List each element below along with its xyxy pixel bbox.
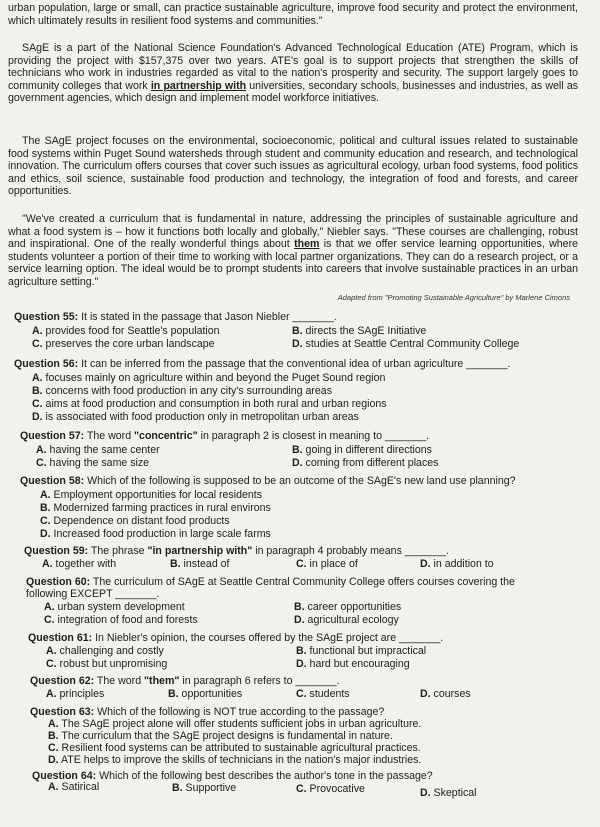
option-d[interactable]: D. coming from different places: [292, 457, 439, 469]
question-stem: Question 63: Which of the following is NOT true according to the passage?: [30, 706, 385, 718]
question-stem-continued: following EXCEPT _______.: [26, 588, 160, 600]
option-d[interactable]: D. hard but encouraging: [296, 658, 410, 670]
option-a[interactable]: A. provides food for Seattle's population: [32, 325, 220, 337]
question-stem: Question 58: Which of the following is supposed to be an outcome of the SAgE's new land use planning?: [20, 475, 516, 487]
option-a[interactable]: A. together with: [42, 558, 117, 570]
question-stem: Question 57: The word "concentric" in paragraph 2 is closest in meaning to _______.: [20, 430, 430, 442]
option-d[interactable]: D. studies at Seattle Central Community College: [292, 338, 520, 350]
option-c[interactable]: C. Resilient food systems can be attributed to sustainable agricultural practices.: [48, 742, 421, 754]
option-b[interactable]: B. functional but impractical: [296, 645, 427, 657]
option-a[interactable]: A. urban system development: [44, 601, 185, 613]
question-stem: Question 64: Which of the following best describes the author's tone in the passage?: [32, 770, 433, 782]
option-b[interactable]: B. Modernized farming practices in rural environs: [40, 502, 271, 514]
option-b[interactable]: B. concerns with food production in any city's surrounding areas: [32, 385, 332, 397]
passage-paragraph-6: "We've created a curriculum that is fundamental in nature, addressing the principles of sustainable agriculture and what a food system is – how it functions both locally and globally," Niebler says. "These courses are challenging, robust and inspirational. One of the really wonderful things about them is that we offer service learning opportunities, where students volunteer a portion of their time to working with local partner organizations. They can do a research project, or a service learning option. The ideal would be to prompt students into careers that involve sustainable practices in an urban agriculture setting.": [8, 213, 578, 288]
source-credit: Adapted from "Promoting Sustainable Agriculture" by Marlene Cimons: [337, 293, 570, 302]
option-c[interactable]: C. having the same size: [36, 457, 150, 469]
option-a[interactable]: A. The SAgE project alone will offer students sufficient jobs in urban agriculture.: [48, 718, 422, 730]
option-c[interactable]: C. students: [296, 688, 350, 700]
option-b[interactable]: B. instead of: [170, 558, 230, 570]
option-c[interactable]: C. in place of: [296, 558, 358, 570]
option-c[interactable]: C. Provocative: [296, 783, 365, 795]
passage-paragraph-4: SAgE is a part of the National Science Foundation's Advanced Technological Education (ATE) Program, which is providing the project with $157,375 over two years. ATE's goal is to support projects that strengthen the skills of technicians who work in industries regarded as vital to the nation's prosperity and security. The support largely goes to community colleges that work in partnership with universities, secondary schools, businesses and industries, as well as government agencies, which design and implement model workforce initiatives.: [8, 42, 579, 105]
option-b[interactable]: B. Supportive: [172, 782, 237, 794]
option-b[interactable]: B. career opportunities: [294, 601, 402, 613]
option-c[interactable]: C. robust but unpromising: [46, 658, 168, 670]
passage-paragraph-5: The SAgE project focuses on the environmental, socioeconomic, political and cultural issues related to sustainable food systems within Puget Sound watersheds through student and community education and research, and technological innovation. The curriculum offers courses that cover such issues as agricultural ecology, urban food systems, food politics and ethics, soil science, sustainable food production and technology, the integration of food and forests, and career opportunities.: [8, 135, 578, 198]
option-a[interactable]: A. focuses mainly on agriculture within and beyond the Puget Sound region: [32, 372, 386, 384]
option-a[interactable]: A. Satirical: [48, 781, 100, 793]
highlight-them: them: [294, 238, 320, 251]
option-c[interactable]: C. preserves the core urban landscape: [32, 338, 215, 350]
option-d[interactable]: D. ATE helps to improve the skills of technicians in the nation's major industries.: [48, 754, 422, 766]
option-a[interactable]: A. principles: [46, 688, 105, 700]
question-stem: Question 60: The curriculum of SAgE at Seattle Central Community College offers courses covering the: [26, 576, 515, 588]
option-b[interactable]: B. going in different directions: [292, 444, 432, 456]
option-d[interactable]: D. Increased food production in large scale farms: [40, 528, 271, 540]
question-stem: Question 59: The phrase "in partnership with" in paragraph 4 probably means _______.: [24, 545, 449, 557]
option-d[interactable]: D. Skeptical: [420, 787, 477, 799]
option-c[interactable]: C. aims at food production and consumption in both rural and urban regions: [32, 398, 387, 410]
option-b[interactable]: B. opportunities: [168, 688, 243, 700]
question-stem: Question 55: It is stated in the passage that Jason Niebler _______.: [14, 311, 337, 323]
question-stem: Question 56: It can be inferred from the passage that the conventional idea of urban agriculture _______.: [14, 358, 511, 370]
option-b[interactable]: B. The curriculum that the SAgE project designs is fundamental in nature.: [48, 730, 393, 742]
question-stem: Question 61: In Niebler's opinion, the courses offered by the SAgE project are _______.: [28, 632, 444, 644]
option-c[interactable]: C. Dependence on distant food products: [40, 515, 230, 527]
option-c[interactable]: C. integration of food and forests: [44, 614, 198, 626]
option-a[interactable]: A. having the same center: [36, 444, 160, 456]
option-d[interactable]: D. agricultural ecology: [294, 614, 399, 626]
option-d[interactable]: D. is associated with food production only in metropolitan urban areas: [32, 411, 359, 423]
option-d[interactable]: D. in addition to: [420, 558, 494, 570]
option-a[interactable]: A. challenging and costly: [46, 645, 164, 657]
question-stem: Question 62: The word "them" in paragraph 6 refers to _______.: [30, 675, 340, 687]
option-a[interactable]: A. Employment opportunities for local residents: [40, 489, 262, 501]
option-b[interactable]: B. directs the SAgE Initiative: [292, 325, 427, 337]
highlight-in-partnership-with: in partnership with: [150, 79, 247, 92]
option-d[interactable]: D. courses: [420, 688, 471, 700]
passage-paragraph-top: urban population, large or small, can practice sustainable agriculture, improve food security and protect the environment, which ultimately results in resilient food systems and communities.": [8, 2, 578, 27]
